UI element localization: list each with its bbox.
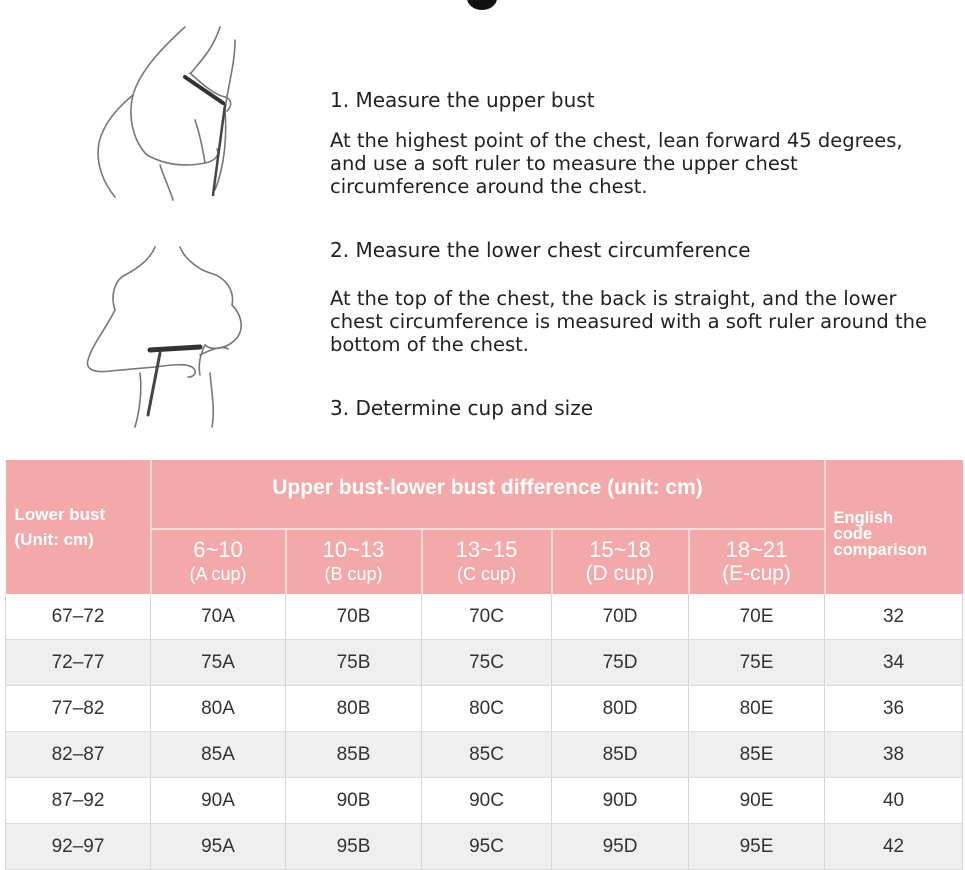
- english-code-header-line3: comparison: [833, 541, 928, 559]
- step-2-description: At the top of the chest, the back is straight, and the lower chest circumference is measured with a soft ruler around the bottom of the chest.: [330, 287, 927, 356]
- step-3-title: 3. Determine cup and size: [330, 396, 594, 420]
- cup-e-range: 18~21: [725, 537, 788, 562]
- lower-bust-header-line2: (Unit: cm): [14, 530, 94, 549]
- lower-bust-header-line1: Lower bust: [14, 505, 106, 524]
- cup-e-header: [689, 529, 825, 594]
- size-cell: 80A: [151, 686, 286, 732]
- size-cell: 95D: [552, 824, 689, 870]
- size-cell: 90C: [422, 778, 552, 824]
- english-code-cell: 42: [825, 824, 963, 870]
- size-cell: 75E: [689, 640, 825, 686]
- size-cell: 75D: [552, 640, 689, 686]
- size-cell: 95E: [689, 824, 825, 870]
- size-cell: 85A: [151, 732, 286, 778]
- english-code-cell: 34: [825, 640, 963, 686]
- english-code-cell: 38: [825, 732, 963, 778]
- size-cell: 85C: [422, 732, 552, 778]
- table-row: [6, 640, 963, 686]
- cup-b-label: (B cup): [324, 564, 383, 584]
- lower-bust-cell: 77–82: [6, 686, 151, 732]
- cup-c-range: 13~15: [455, 537, 518, 562]
- english-code-header-line2: code: [833, 525, 873, 543]
- lower-bust-cell: 67–72: [6, 594, 151, 640]
- size-cell: 80C: [422, 686, 552, 732]
- cup-a-header: [151, 529, 286, 594]
- difference-group-header: [151, 460, 825, 529]
- size-cell: 90A: [151, 778, 286, 824]
- table-row: [6, 778, 963, 824]
- english-code-header: [825, 460, 963, 594]
- cup-a-range: 6~10: [193, 537, 243, 562]
- cup-b-header: [286, 529, 422, 594]
- lower-bust-cell: 72–77: [6, 640, 151, 686]
- size-cell: 90B: [286, 778, 422, 824]
- cup-c-header: [422, 529, 552, 594]
- size-cell: 80B: [286, 686, 422, 732]
- size-cell: 95B: [286, 824, 422, 870]
- size-cell: 70E: [689, 594, 825, 640]
- english-code-header-line1: English: [833, 509, 894, 527]
- lower-bust-cell: 92–97: [6, 824, 151, 870]
- cup-e-label: (E-cup): [722, 562, 791, 585]
- size-cell: 90E: [689, 778, 825, 824]
- size-cell: 70D: [552, 594, 689, 640]
- cup-d-range: 15~18: [589, 537, 651, 562]
- english-code-cell: 40: [825, 778, 963, 824]
- step-2-title: 2. Measure the lower chest circumference: [330, 238, 751, 262]
- size-cell: 70A: [151, 594, 286, 640]
- cup-a-label: (A cup): [189, 564, 247, 584]
- size-cell: 85D: [552, 732, 689, 778]
- bra-size-table: [5, 460, 963, 870]
- size-cell: 70C: [422, 594, 552, 640]
- cup-d-header: [552, 529, 689, 594]
- size-cell: 80D: [552, 686, 689, 732]
- difference-group-label: Upper bust-lower bust difference (unit: cm): [272, 476, 703, 499]
- table-row: [6, 824, 963, 870]
- lower-bust-illustration: [80, 245, 260, 430]
- size-cell: 85E: [689, 732, 825, 778]
- step-1-title: 1. Measure the upper bust: [330, 88, 595, 112]
- lower-bust-cell: 87–92: [6, 778, 151, 824]
- upper-bust-illustration: [85, 25, 255, 205]
- lower-bust-header: [6, 460, 151, 594]
- cup-d-label: (D cup): [585, 562, 655, 585]
- size-cell: 90D: [552, 778, 689, 824]
- size-cell: 95A: [151, 824, 286, 870]
- size-cell: 85B: [286, 732, 422, 778]
- size-cell: 75B: [286, 640, 422, 686]
- cup-b-range: 10~13: [322, 537, 385, 562]
- english-code-cell: 36: [825, 686, 963, 732]
- english-code-cell: 32: [825, 594, 963, 640]
- table-row: [6, 686, 963, 732]
- size-cell: 75A: [151, 640, 286, 686]
- size-cell: 95C: [422, 824, 552, 870]
- size-cell: 70B: [286, 594, 422, 640]
- lower-bust-cell: 82–87: [6, 732, 151, 778]
- cup-c-label: (C cup): [456, 564, 516, 584]
- top-dot-decoration: [467, 0, 497, 10]
- step-1-description: At the highest point of the chest, lean forward 45 degrees, and use a soft ruler to measure the upper chest circumference around the chest.: [330, 129, 903, 198]
- table-row: [6, 732, 963, 778]
- size-cell: 75C: [422, 640, 552, 686]
- table-row: [6, 594, 963, 640]
- size-cell: 80E: [689, 686, 825, 732]
